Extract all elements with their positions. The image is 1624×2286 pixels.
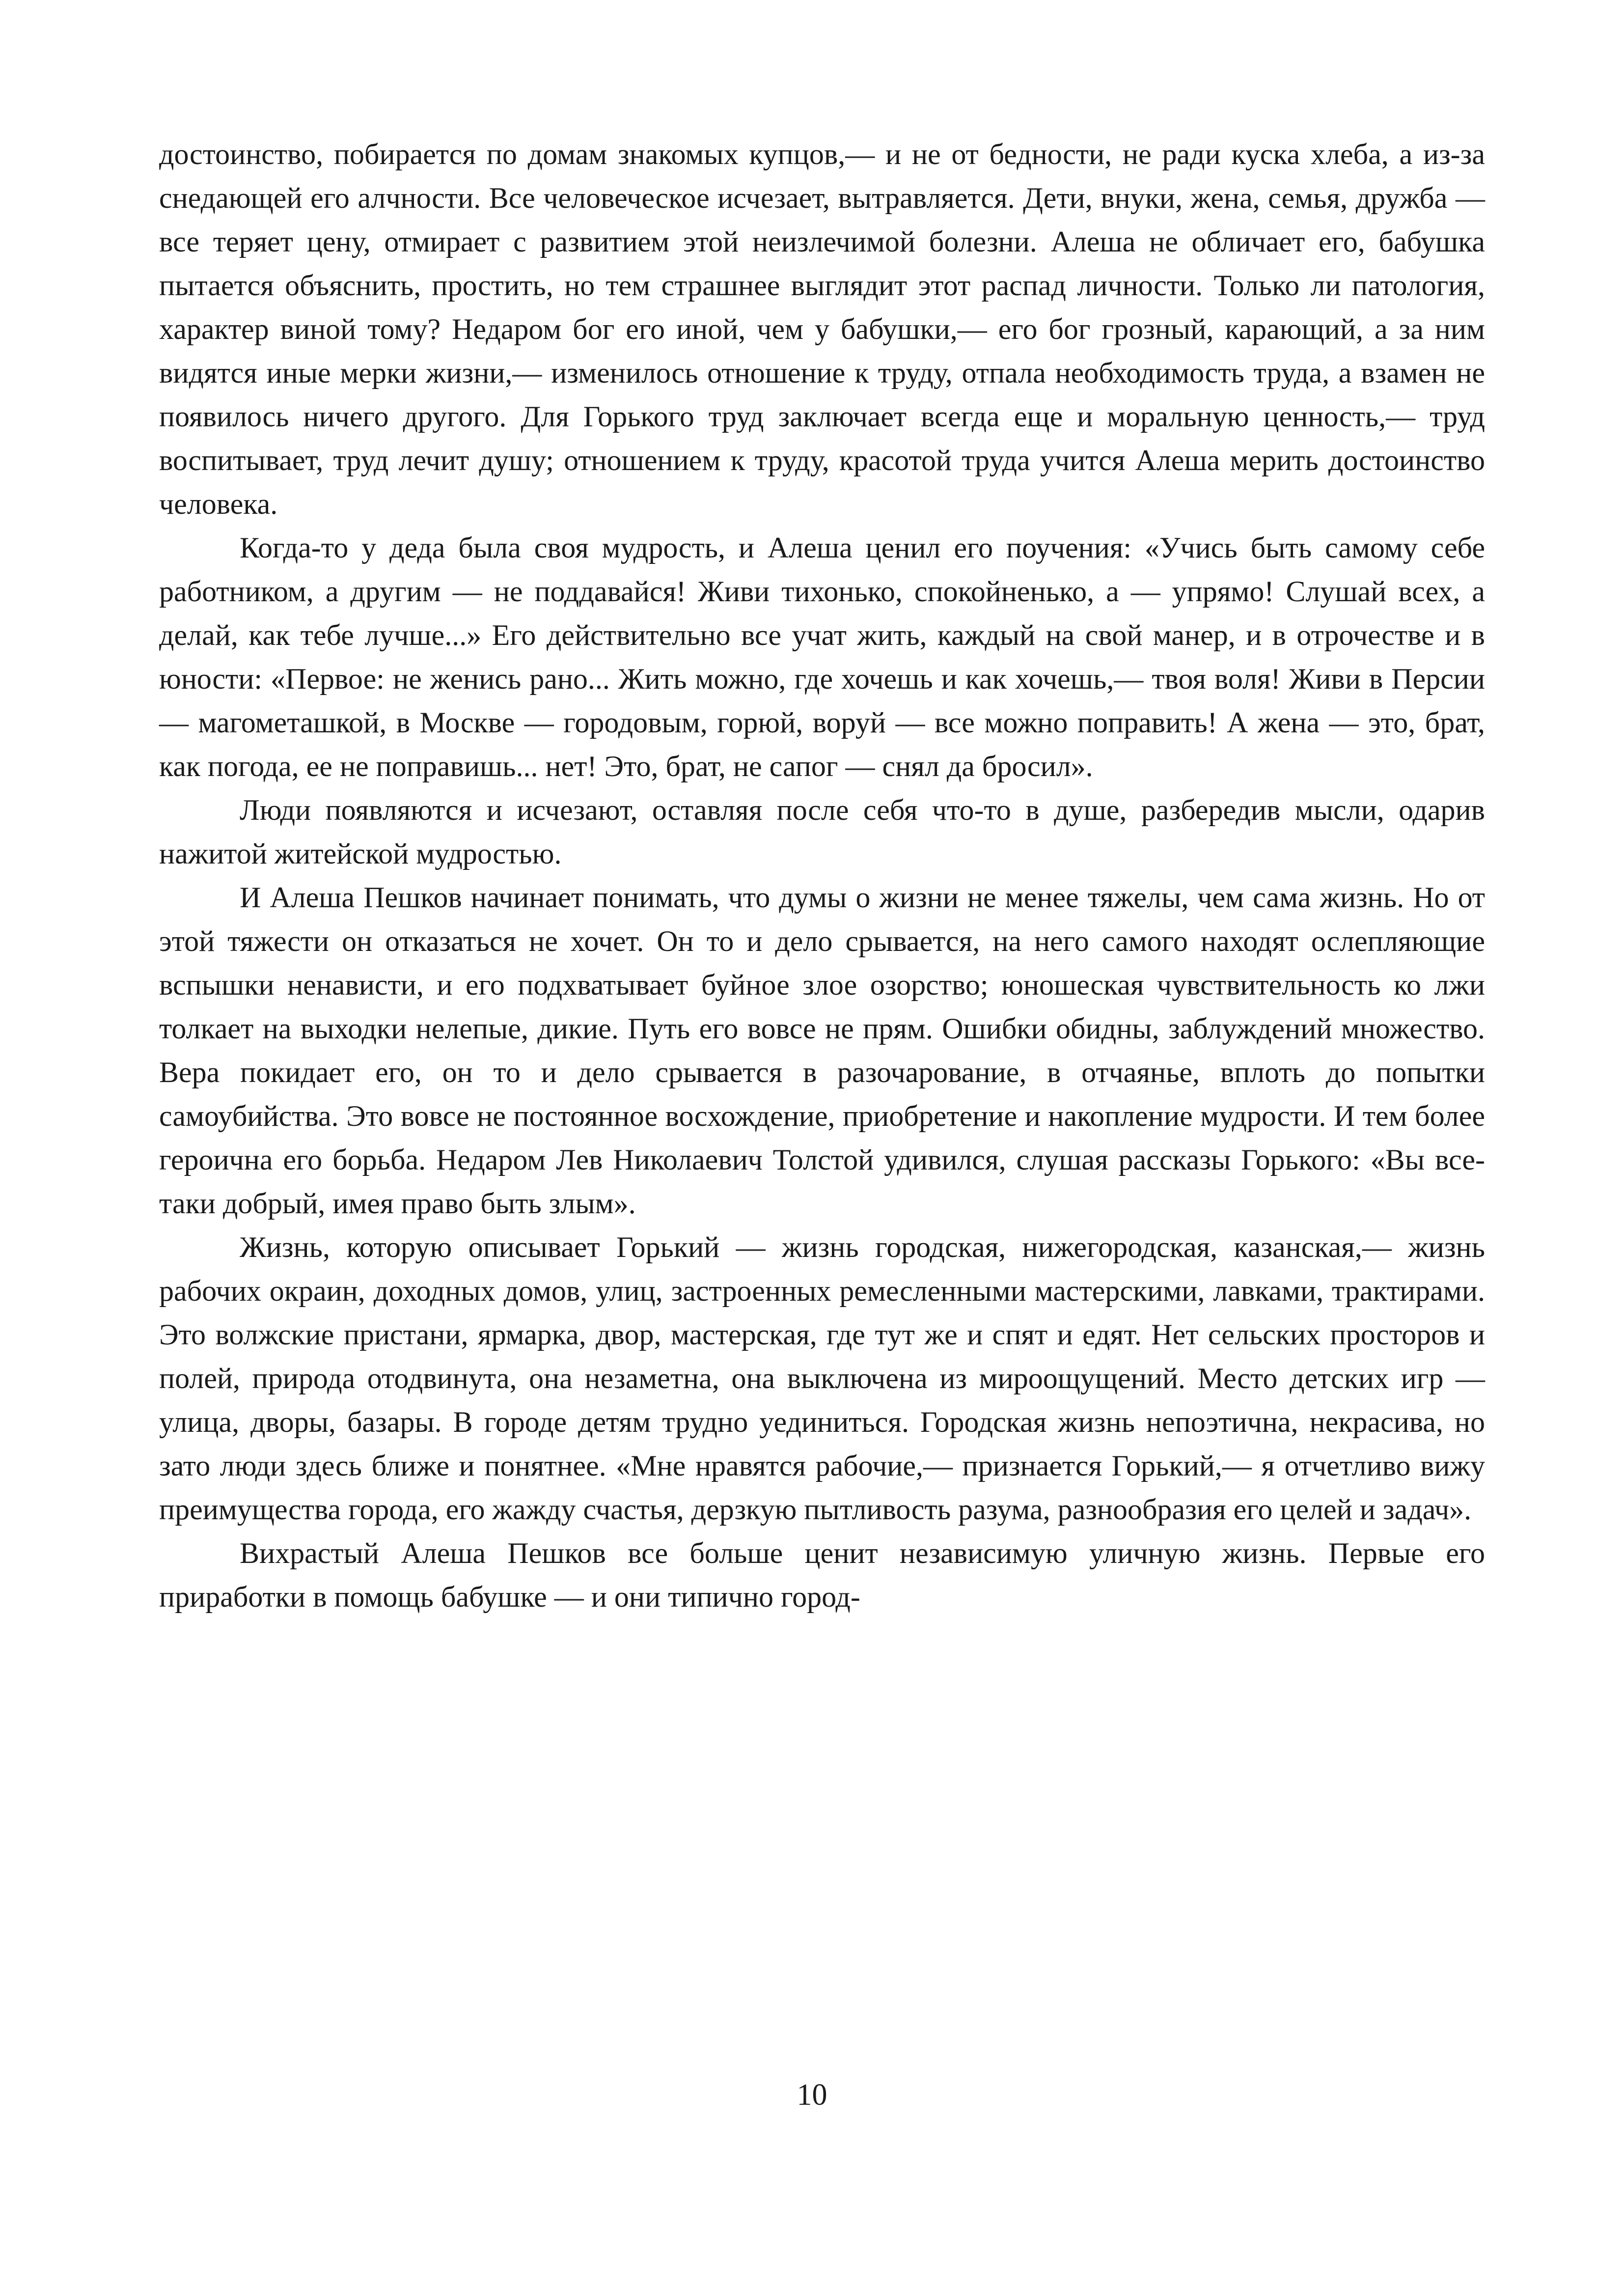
paragraph-6: Вихрастый Алеша Пешков все больше ценит независимую уличную жизнь. Первые его приработки в помощь бабушке — и они типично город- xyxy=(159,1537,1485,1613)
paragraph-5: Жизнь, которую описывает Горький — жизнь городская, нижегородская, казанская,— жизнь рабочих окраин, доходных домов, улиц, застроенных ремесленными мастерскими, лавками, трактирами. Это волжские пристани, ярмарка, двор, мастерская, где тут же и спят и едят. Нет сельских просторов и полей, природа отодвинута, она незаметна, она выключена из мироощущений. Место детских игр — улица, дворы, базары. В городе детям трудно уединиться. Городская жизнь непоэтична, некрасива, но зато люди здесь ближе и понятнее. «Мне нравятся рабочие,— признается Горький,— я отчетливо вижу преимущества города, его жажду счастья, дерзкую пытливость разума, разнообразия его целей и задач». xyxy=(159,1231,1485,1526)
paragraph-2: Когда-то у деда была своя мудрость, и Алеша ценил его поучения: «Учись быть самому себе работником, а другим — не поддавайся! Живи тихонько, спокойненько, а — упрямо! Слушай всех, а делай, как тебе лучше...» Его действительно все учат жить, каждый на свой манер, и в отрочестве и в юности: «Первое: не женись рано... Жить можно, где хочешь и как хочешь,— твоя воля! Живи в Персии — магометашкой, в Москве — городовым, горюй, воруй — все можно поправить! А жена — это, брат, как погода, ее не поправишь... нет! Это, брат, не сапог — снял да бросил». xyxy=(159,531,1485,782)
page-body xyxy=(159,133,1485,1619)
paragraph-1: достоинство, побирается по домам знакомых купцов,— и не от бедности, не ради куска хлеба, а из-за снедающей его алчности. Все человеческое исчезает, вытравляется. Дети, внуки, жена, семья, дружба — все теряет цену, отмирает с развитием этой неизлечимой болезни. Алеша не обличает его, бабушка пытается объяснить, простить, но тем страшнее выглядит этот распад личности. Только ли патология, характер виной тому? Недаром бог его иной, чем у бабушки,— его бог грозный, карающий, а за ним видятся иные мерки жизни,— изменилось отношение к труду, отпала необходимость труда, а взамен не появилось ничего другого. Для Горького труд заключает всегда еще и моральную ценность,— труд воспитывает, труд лечит душу; отношением к труду, красотой труда учится Алеша мерить достоинство человека. xyxy=(159,138,1485,520)
page-number: 10 xyxy=(797,2078,827,2112)
paragraph-4: И Алеша Пешков начинает понимать, что думы о жизни не менее тяжелы, чем сама жизнь. Но от этой тяжести он отказаться не хочет. Он то и дело срывается, на него самого находят ослепляющие вспышки ненависти, и его подхватывает буйное злое озорство; юношеская чувствительность ко лжи толкает на выходки нелепые, дикие. Путь его вовсе не прям. Ошибки обидны, заблуждений множество. Вера покидает его, он то и дело срывается в разочарование, в отчаянье, вплоть до попытки самоубийства. Это вовсе не постоянное восхождение, приобретение и накопление мудрости. И тем более героична его борьба. Недаром Лев Николаевич Толстой удивился, слушая рассказы Горького: «Вы все-таки добрый, имея право быть злым». xyxy=(159,881,1485,1220)
paragraph-3: Люди появляются и исчезают, оставляя после себя что-то в душе, разбередив мысли, одарив нажитой житейской мудростью. xyxy=(159,794,1485,870)
